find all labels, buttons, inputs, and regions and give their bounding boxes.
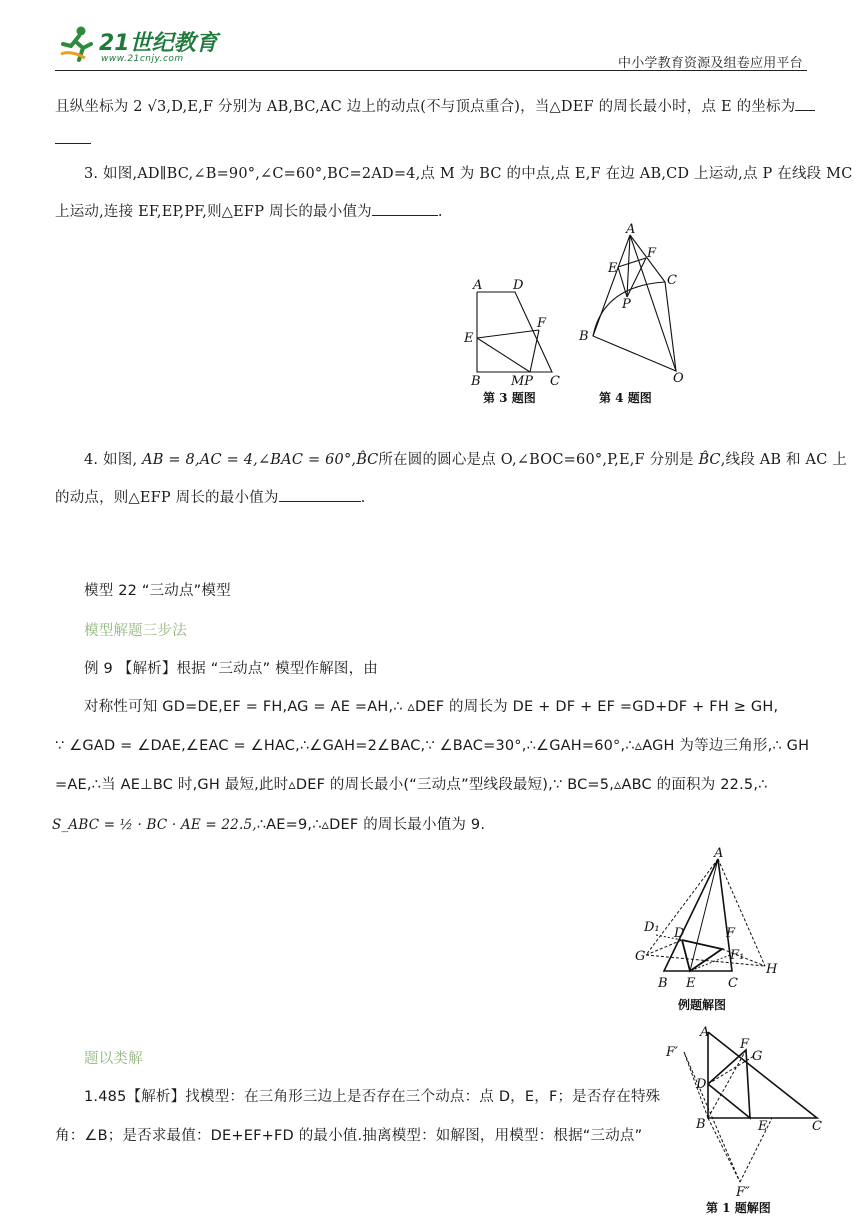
fig1-label-b: B xyxy=(696,1117,706,1132)
fig1-label-f-prime: F′ xyxy=(666,1045,678,1060)
fig4-label-c: C xyxy=(667,273,677,288)
q4-line-2-text: 的动点，则△EFP 周长的最小值为 xyxy=(55,490,279,506)
q4-formula: AB = 8,AC = 4,∠BAC = 60°,B̂C xyxy=(142,452,379,468)
figure-4 xyxy=(575,222,695,408)
solution-line-2: ∵ ∠GAD = ∠DAE,∠EAC = ∠HAC,∴∠GAH=2∠BAC,∵ ∠BAC=30°,∴∠GAH=60°,∴▵AGH 为等边三角形,∴ GH xyxy=(55,738,810,754)
figure-3 xyxy=(455,275,575,410)
logo-url-text: www.21cnjy.com xyxy=(101,54,184,64)
fig1-label-f-double: F″ xyxy=(736,1185,750,1200)
ex-label-e: E xyxy=(686,976,696,991)
fig3-ef xyxy=(477,330,539,338)
fig3-fp xyxy=(530,330,539,372)
fig1-caption: 第 1 题解图 xyxy=(706,1201,771,1215)
fig3-label-b: B xyxy=(471,374,481,389)
runner-logo-icon xyxy=(57,24,97,64)
fig1-label-d: D xyxy=(696,1077,707,1092)
fig1-label-c: C xyxy=(812,1119,822,1134)
answer-blank xyxy=(372,201,438,216)
fig1-label-e: E xyxy=(758,1119,768,1134)
fig4-label-b: B xyxy=(579,329,589,344)
q4-suffix: ,线段 AB 和 AC 上 xyxy=(720,452,848,468)
fig4-label-e: E xyxy=(608,261,618,276)
fig4-triangle xyxy=(593,235,676,371)
fig4-label-f: F xyxy=(647,246,657,261)
q4-line-2 xyxy=(55,486,365,507)
fig3-label-e: E xyxy=(464,331,474,346)
ex-label-f: F xyxy=(726,926,736,941)
fig1-label-a: A xyxy=(700,1025,710,1040)
solution-line-4-text: ∴AE=9,∴▵DEF 的周长最小值为 9. xyxy=(256,817,486,833)
line-1-text: 且纵坐标为 2 √3,D,E,F 分别为 AB,BC,AC 边上的动点(不与顶点重合)，当△DEF 的周长最小时，点 E 的坐标为 xyxy=(55,99,796,115)
area-formula: S_ABC = ½ · BC · AE = 22.5, xyxy=(52,817,257,833)
line-1 xyxy=(55,95,815,116)
fig4-fp xyxy=(627,258,646,297)
fig1-label-f: F xyxy=(740,1037,750,1052)
fig4-ap xyxy=(627,235,630,297)
q3-line-2: 上运动,连接 EF,EP,PF,则△EFP 周长的最小值为 . xyxy=(55,200,443,221)
q4-line-2-end: . xyxy=(360,490,366,506)
fig3-label-a: A xyxy=(473,278,483,293)
q4-prefix: 4. 如图, xyxy=(84,452,143,468)
q4-line-1 xyxy=(84,448,847,469)
solution-line-1: 对称性可知 GD=DE,EF = FH,AG = AE =AH,∴ ▵DEF 的周长为 DE + DF + EF =GD+DF + FH ≥ GH, xyxy=(84,699,779,715)
ex-label-c: C xyxy=(728,976,738,991)
fig4-label-o: O xyxy=(673,371,684,386)
fig1-b-f-double xyxy=(708,1118,740,1182)
fig3-ep xyxy=(477,338,530,372)
fig3-label-mp: MP xyxy=(511,374,534,389)
fig3-label-f: F xyxy=(537,316,547,331)
site-title: 中小学教育资源及组卷应用平台 xyxy=(618,56,803,71)
ex-label-b: B xyxy=(658,976,668,991)
header-logo xyxy=(55,22,230,70)
ex-label-d: D xyxy=(674,926,685,941)
fig4-co xyxy=(665,282,676,371)
fig4-label-p: P xyxy=(622,297,631,312)
answer-blank xyxy=(279,487,361,502)
ex-label-f1: F₁ xyxy=(730,948,745,963)
similar-line-2: 角：∠B；是否求最值：DE+EF+FD 的最小值.抽离模型：如解图，用模型：根据“三动点” xyxy=(55,1128,643,1144)
ex-label-d1: D₁ xyxy=(644,920,660,935)
figure-1-solution xyxy=(662,1020,832,1217)
ex-def xyxy=(682,940,722,971)
ex-label-g: G xyxy=(635,949,646,964)
header-rule xyxy=(55,70,807,71)
fig1-bf xyxy=(708,1050,746,1118)
fig4-label-a: A xyxy=(626,222,636,237)
ex-caption: 例题解图 xyxy=(678,998,727,1012)
fig1-triangle xyxy=(708,1032,817,1118)
q3-line-1: 3. 如图,AD∥BC,∠B=90°,∠C=60°,BC=2AD=4,点 M 为 BC 的中点,点 E,F 在边 AB,CD 上运动,点 P 在线段 MC xyxy=(84,166,853,182)
fig4-caption: 第 4 题图 xyxy=(599,391,652,405)
fig3-label-c: C xyxy=(550,374,560,389)
q4-arc: B̂C xyxy=(698,452,721,468)
fig3-caption: 第 3 题图 xyxy=(483,391,536,405)
ex-triangle-abc xyxy=(664,859,732,971)
fig4-ep xyxy=(618,267,627,297)
answer-blank xyxy=(795,96,815,111)
similar-line-1: 1.485【解析】找模型：在三角形三边上是否存在三个动点：点 D，E，F；是否存在特殊 xyxy=(84,1089,661,1105)
q3-line-2-text: 上运动,连接 EF,EP,PF,则△EFP 周长的最小值为 xyxy=(55,204,372,220)
fig3-label-d: D xyxy=(513,278,524,293)
solution-line-3: =AE,∴当 AE⊥BC 时,GH 最短,此时▵DEF 的周长最小(“三动点”型线段最短),∵ BC=5,▵ABC 的面积为 22.5,∴ xyxy=(55,777,768,793)
blank-rule xyxy=(55,143,91,144)
example-9: 例 9 【解析】根据 “三动点” 模型作解图，由 xyxy=(84,661,378,677)
similar-title: 题以类解 xyxy=(84,1051,143,1067)
model-subtitle: 模型解题三步法 xyxy=(84,623,187,639)
logo-main-text: 21世纪教育 xyxy=(99,31,218,56)
model-title: 模型 22 “三动点”模型 xyxy=(84,583,231,599)
ex-label-h: H xyxy=(766,962,778,977)
solution-line-4 xyxy=(52,813,485,834)
q4-middle: 所在圆的圆心是点 O,∠BOC=60°,P,E,F 分别是 xyxy=(378,452,699,468)
figure-example xyxy=(632,845,792,1017)
fig3-trapezoid xyxy=(477,292,552,372)
ex-label-a: A xyxy=(714,846,724,861)
fig1-f-prime-f-double xyxy=(684,1052,740,1182)
fig1-label-g: G xyxy=(752,1049,763,1064)
